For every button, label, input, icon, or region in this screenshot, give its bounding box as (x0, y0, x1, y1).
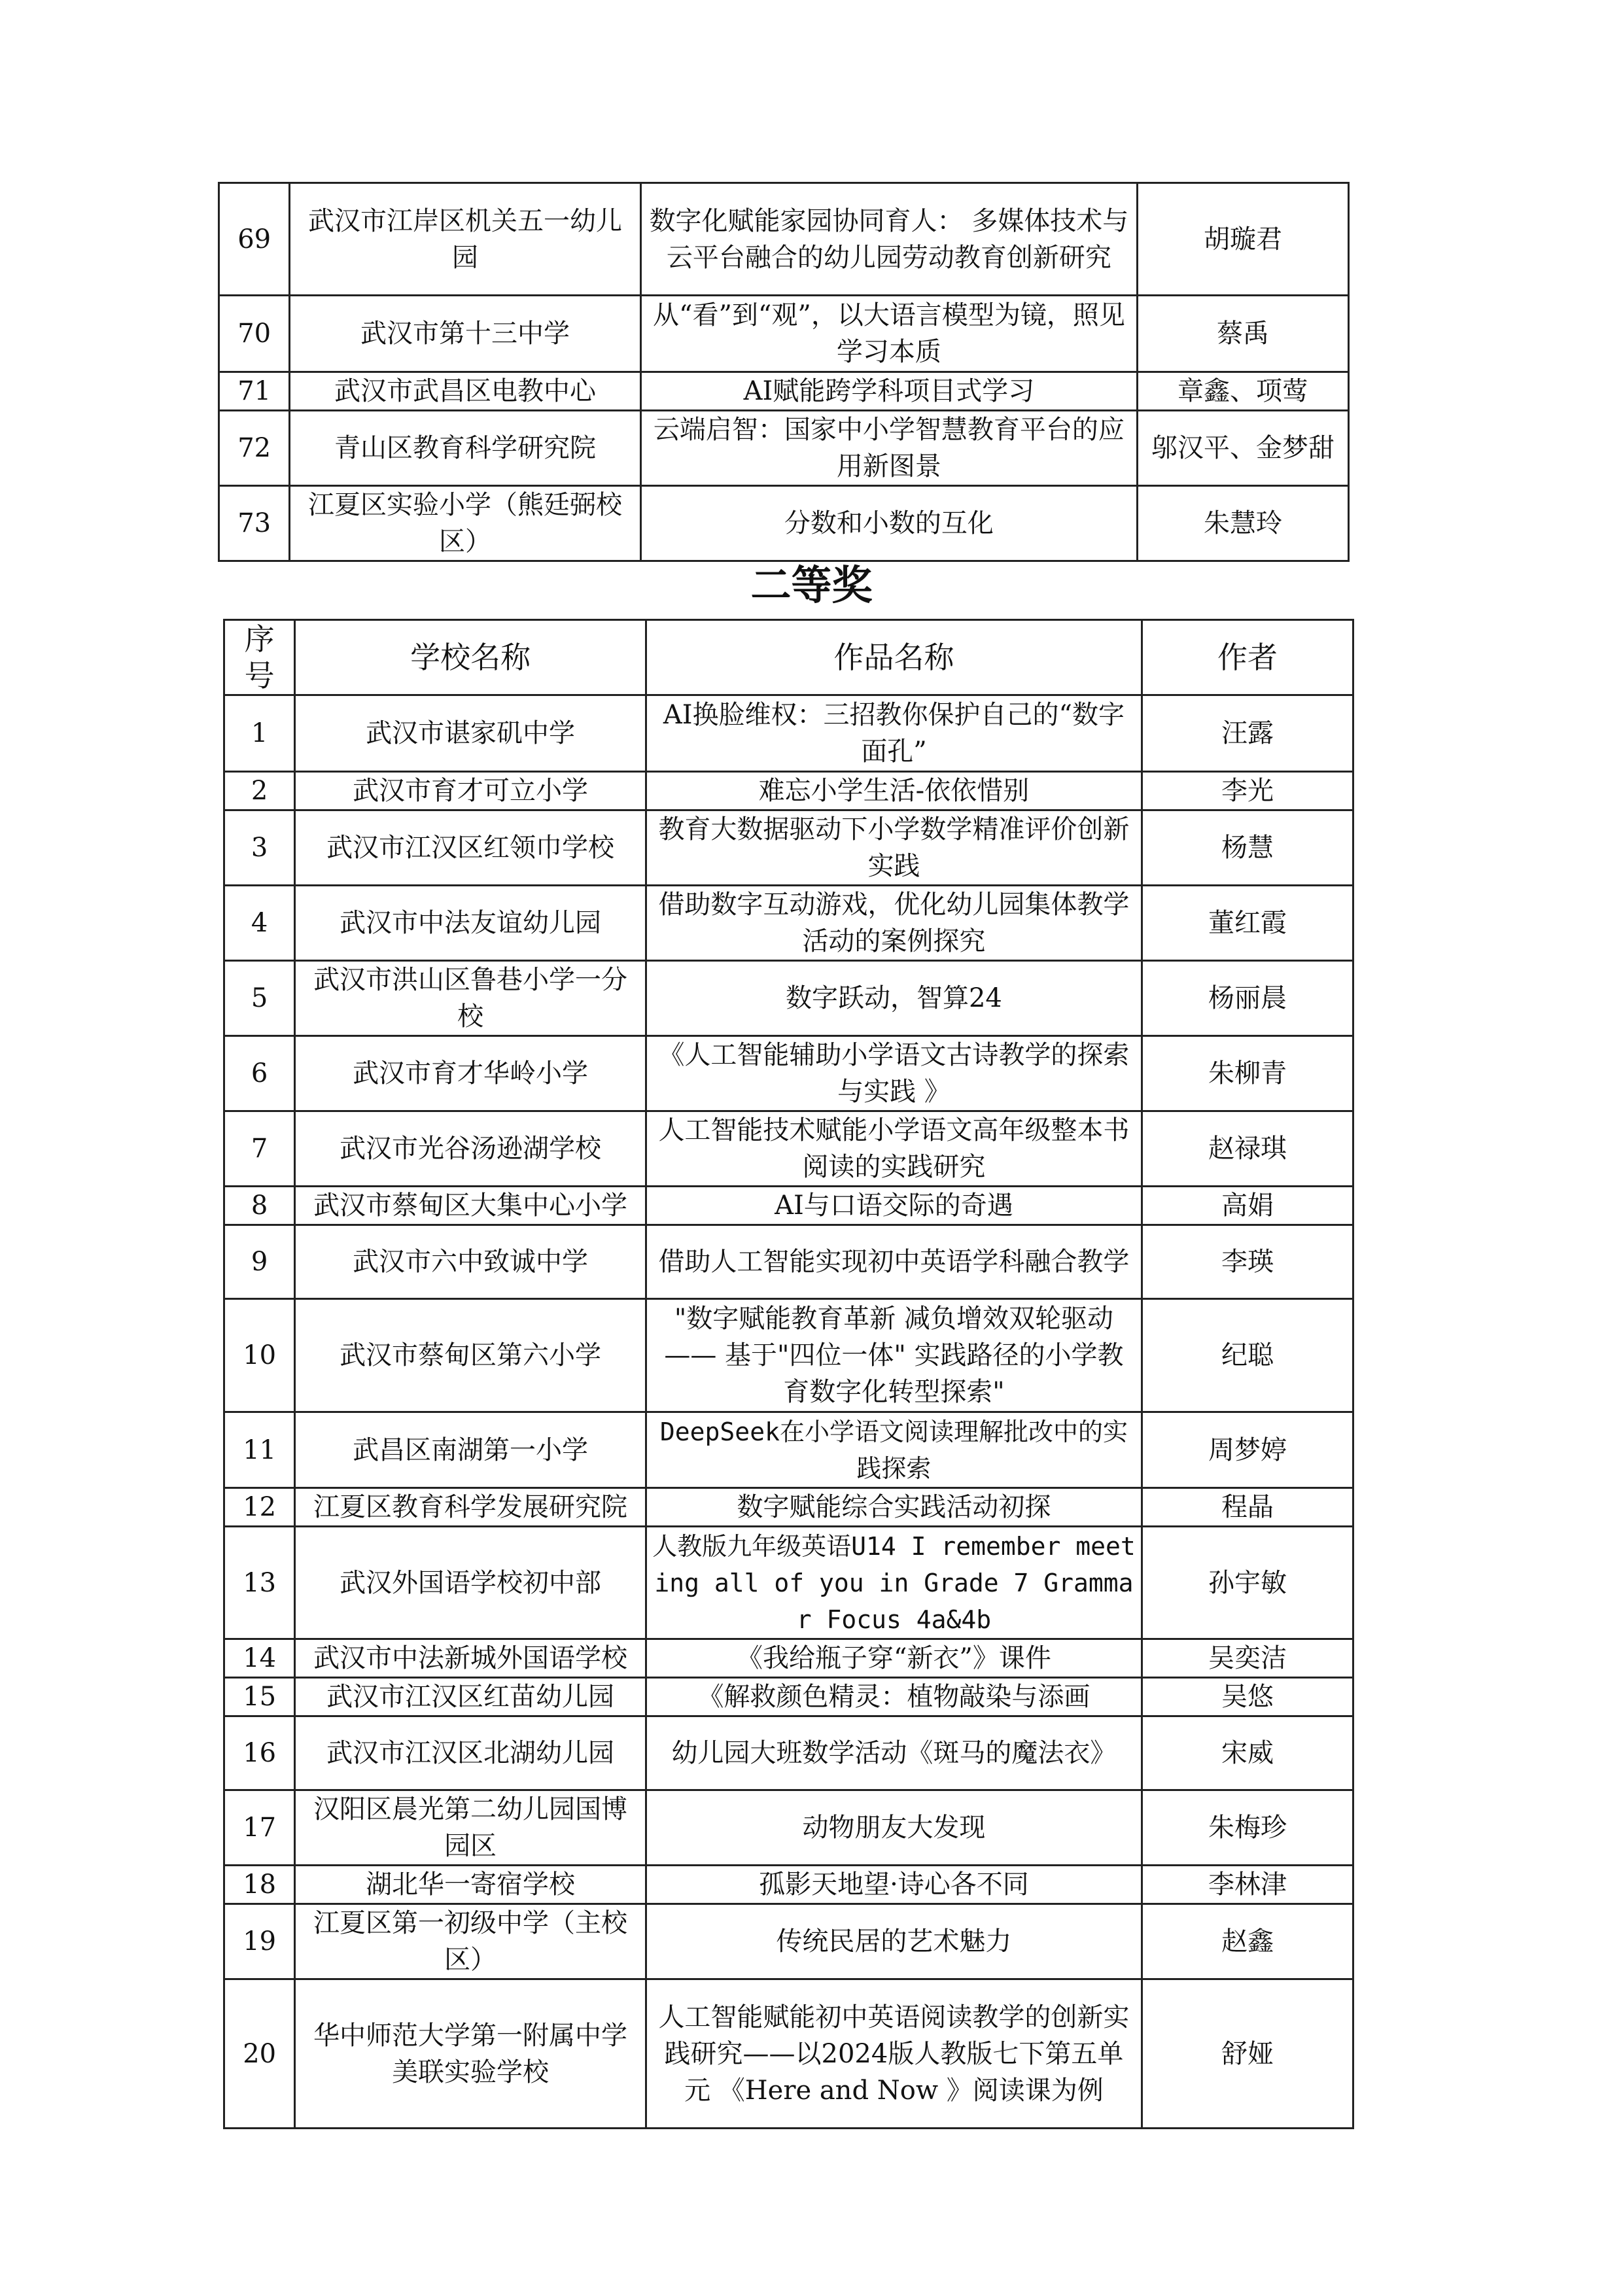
table-row (224, 1299, 1353, 1412)
author-name: 杨丽晨 (1142, 961, 1353, 1036)
school-name: 武汉市武昌区电教中心 (290, 372, 640, 411)
work-title: 教育大数据驱动下小学数学精准评价创新实践 (646, 810, 1142, 886)
row-number: 3 (224, 810, 295, 886)
table-header-row (224, 620, 1353, 695)
work-title: 从“看”到“观”，以大语言模型为镜，照见学习本质 (640, 296, 1137, 372)
work-title: AI赋能跨学科项目式学习 (640, 372, 1137, 411)
table-row (224, 1790, 1353, 1866)
author-name: 舒娅 (1142, 1979, 1353, 2129)
work-title: 数字跃动，智算24 (646, 961, 1142, 1036)
row-number: 16 (224, 1716, 295, 1790)
table-row (224, 772, 1353, 810)
table-row (224, 1225, 1353, 1299)
row-number: 20 (224, 1979, 295, 2129)
work-title: 《解救颜色精灵：植物敲染与添画 (646, 1678, 1142, 1716)
row-number: 69 (219, 183, 290, 296)
row-number: 7 (224, 1111, 295, 1187)
school-name: 武汉市江汉区北湖幼儿园 (295, 1716, 646, 1790)
row-number: 11 (224, 1412, 295, 1488)
school-name: 华中师范大学第一附属中学美联实验学校 (295, 1979, 646, 2129)
school-name: 武昌区南湖第一小学 (295, 1412, 646, 1488)
author-name: 高娟 (1142, 1187, 1353, 1225)
author-name: 赵禄琪 (1142, 1111, 1353, 1187)
school-name: 武汉市蔡甸区大集中心小学 (295, 1187, 646, 1225)
row-number: 17 (224, 1790, 295, 1866)
work-title: 借助数字互动游戏，优化幼儿园集体教学活动的案例探究 (646, 886, 1142, 961)
work-title: DeepSeek在小学语文阅读理解批改中的实践探索 (646, 1412, 1142, 1488)
table-row (224, 1979, 1353, 2129)
table-row (224, 1904, 1353, 1979)
work-title: AI换脸维权：三招教你保护自己的“数字面孔” (646, 695, 1142, 772)
row-number: 10 (224, 1299, 295, 1412)
row-number: 4 (224, 886, 295, 961)
author-name: 胡璇君 (1138, 183, 1349, 296)
row-number: 70 (219, 296, 290, 372)
school-name: 江夏区教育科学发展研究院 (295, 1488, 646, 1527)
school-name: 武汉市六中致诚中学 (295, 1225, 646, 1299)
table-row (224, 1036, 1353, 1111)
table-row (224, 1111, 1353, 1187)
header-number: 序号 (224, 620, 295, 695)
author-name: 邬汉平、金梦甜 (1138, 411, 1349, 486)
work-title: 难忘小学生活-依依惜别 (646, 772, 1142, 810)
header-work: 作品名称 (646, 620, 1142, 695)
work-title: 《人工智能辅助小学语文古诗教学的探索与实践 》 (646, 1036, 1142, 1111)
section-title: 二等奖 (750, 561, 873, 609)
table-row (219, 183, 1349, 296)
row-number: 1 (224, 695, 295, 772)
table-row (219, 411, 1349, 486)
author-name: 朱柳青 (1142, 1036, 1353, 1111)
school-name: 武汉市育才可立小学 (295, 772, 646, 810)
work-title: 人工智能技术赋能小学语文高年级整本书阅读的实践研究 (646, 1111, 1142, 1187)
table-row (224, 695, 1353, 772)
table-row (219, 372, 1349, 411)
awards-table-continued (218, 182, 1350, 562)
table-row (224, 1412, 1353, 1488)
author-name: 纪聪 (1142, 1299, 1353, 1412)
school-name: 武汉市中法友谊幼儿园 (295, 886, 646, 961)
table-row (224, 810, 1353, 886)
author-name: 李瑛 (1142, 1225, 1353, 1299)
author-name: 宋威 (1142, 1716, 1353, 1790)
school-name: 武汉市洪山区鲁巷小学一分校 (295, 961, 646, 1036)
author-name: 朱梅珍 (1142, 1790, 1353, 1866)
author-name: 吴奕洁 (1142, 1639, 1353, 1678)
row-number: 19 (224, 1904, 295, 1979)
work-title: 《我给瓶子穿“新衣”》课件 (646, 1639, 1142, 1678)
author-name: 蔡禹 (1138, 296, 1349, 372)
row-number: 14 (224, 1639, 295, 1678)
table-row (224, 886, 1353, 961)
row-number: 18 (224, 1866, 295, 1904)
table-row (224, 1187, 1353, 1225)
table-row (224, 1639, 1353, 1678)
row-number: 13 (224, 1527, 295, 1639)
school-name: 武汉市蔡甸区第六小学 (295, 1299, 646, 1412)
work-title: 人教版九年级英语U14 I remember meeting all of you in Grade 7 Grammar Focus 4a&4b (646, 1527, 1142, 1639)
school-name: 武汉市谌家矶中学 (295, 695, 646, 772)
work-title: "数字赋能教育革新 减负增效双轮驱动 —— 基于"四位一体" 实践路径的小学教育数字化转型探索" (646, 1299, 1142, 1412)
school-name: 武汉外国语学校初中部 (295, 1527, 646, 1639)
header-author: 作者 (1142, 620, 1353, 695)
school-name: 汉阳区晨光第二幼儿园国博园区 (295, 1790, 646, 1866)
work-title: 人工智能赋能初中英语阅读教学的创新实践研究——以2024版人教版七下第五单元 《Here and Now 》阅读课为例 (646, 1979, 1142, 2129)
school-name: 湖北华一寄宿学校 (295, 1866, 646, 1904)
table-row (224, 1678, 1353, 1716)
second-prize-table (223, 619, 1354, 2129)
table-row (224, 1488, 1353, 1527)
row-number: 8 (224, 1187, 295, 1225)
row-number: 73 (219, 486, 290, 561)
school-name: 武汉市江汉区红苗幼儿园 (295, 1678, 646, 1716)
work-title: 数字赋能综合实践活动初探 (646, 1488, 1142, 1527)
row-number: 9 (224, 1225, 295, 1299)
author-name: 赵鑫 (1142, 1904, 1353, 1979)
author-name: 杨慧 (1142, 810, 1353, 886)
row-number: 72 (219, 411, 290, 486)
work-title: 孤影天地望·诗心各不同 (646, 1866, 1142, 1904)
school-name: 武汉市光谷汤逊湖学校 (295, 1111, 646, 1187)
row-number: 12 (224, 1488, 295, 1527)
school-name: 武汉市第十三中学 (290, 296, 640, 372)
table-row (224, 1866, 1353, 1904)
school-name: 武汉市中法新城外国语学校 (295, 1639, 646, 1678)
author-name: 吴悠 (1142, 1678, 1353, 1716)
author-name: 李林津 (1142, 1866, 1353, 1904)
school-name: 江夏区第一初级中学（主校区） (295, 1904, 646, 1979)
table-row (224, 1527, 1353, 1639)
work-title: 数字化赋能家园协同育人： 多媒体技术与云平台融合的幼儿园劳动教育创新研究 (640, 183, 1137, 296)
work-title: 云端启智：国家中小学智慧教育平台的应用新图景 (640, 411, 1137, 486)
header-school: 学校名称 (295, 620, 646, 695)
author-name: 汪露 (1142, 695, 1353, 772)
school-name: 武汉市江岸区机关五一幼儿园 (290, 183, 640, 296)
row-number: 5 (224, 961, 295, 1036)
row-number: 71 (219, 372, 290, 411)
table-row (224, 1716, 1353, 1790)
table-row (219, 486, 1349, 561)
work-title: AI与口语交际的奇遇 (646, 1187, 1142, 1225)
author-name: 周梦婷 (1142, 1412, 1353, 1488)
work-title: 幼儿园大班数学活动《斑马的魔法衣》 (646, 1716, 1142, 1790)
school-name: 武汉市江汉区红领巾学校 (295, 810, 646, 886)
work-title: 借助人工智能实现初中英语学科融合教学 (646, 1225, 1142, 1299)
row-number: 6 (224, 1036, 295, 1111)
school-name: 青山区教育科学研究院 (290, 411, 640, 486)
author-name: 程晶 (1142, 1488, 1353, 1527)
author-name: 董红霞 (1142, 886, 1353, 961)
author-name: 朱慧玲 (1138, 486, 1349, 561)
row-number: 15 (224, 1678, 295, 1716)
school-name: 武汉市育才华岭小学 (295, 1036, 646, 1111)
table-row (219, 296, 1349, 372)
table-row (224, 961, 1353, 1036)
row-number: 2 (224, 772, 295, 810)
author-name: 章鑫、项莺 (1138, 372, 1349, 411)
work-title: 动物朋友大发现 (646, 1790, 1142, 1866)
school-name: 江夏区实验小学（熊廷弼校区） (290, 486, 640, 561)
author-name: 孙宇敏 (1142, 1527, 1353, 1639)
author-name: 李光 (1142, 772, 1353, 810)
work-title: 传统民居的艺术魅力 (646, 1904, 1142, 1979)
work-title: 分数和小数的互化 (640, 486, 1137, 561)
